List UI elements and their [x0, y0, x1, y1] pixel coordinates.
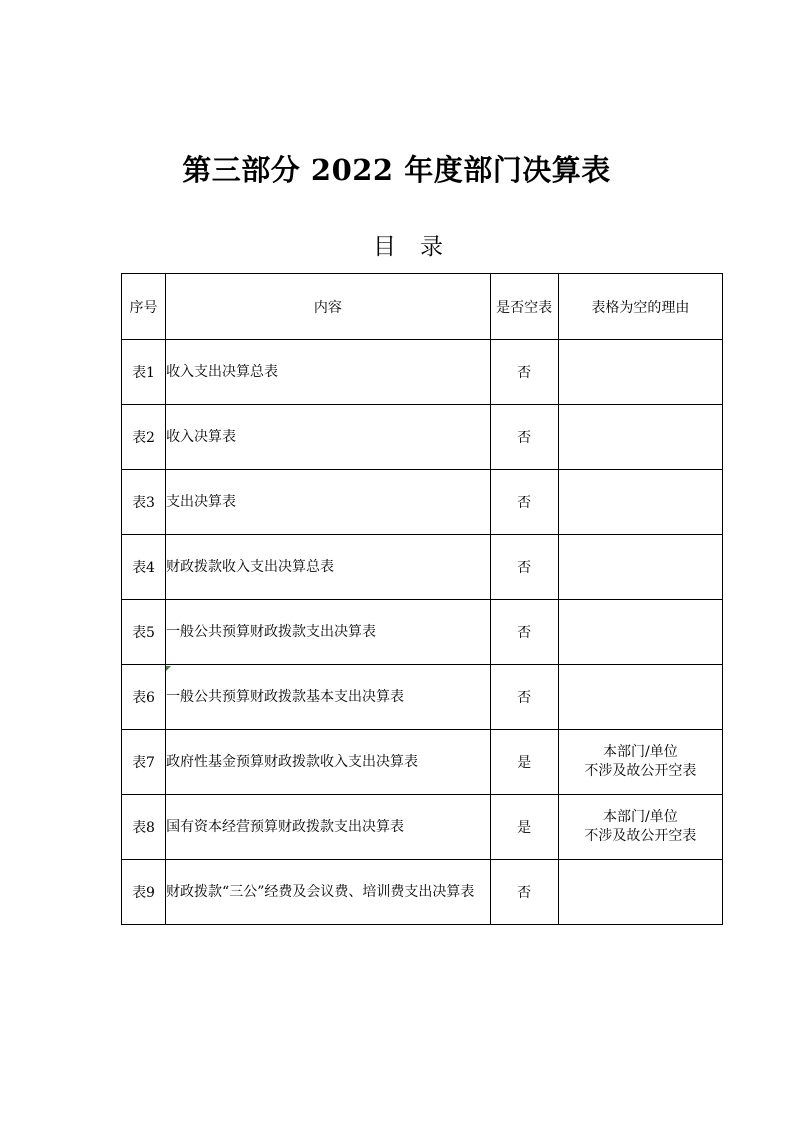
- table-row: [122, 600, 723, 665]
- reason-line: 本部门/单位: [602, 809, 678, 825]
- table-row: [122, 665, 723, 730]
- row-no: 表2: [122, 405, 166, 470]
- row-is-empty: 否: [490, 405, 558, 470]
- reason-line: 本部门/单位: [602, 744, 678, 760]
- row-is-empty: 否: [490, 470, 558, 535]
- row-no: 表3: [122, 470, 166, 535]
- row-no: 表7: [122, 730, 166, 795]
- table-row: [122, 470, 723, 535]
- table-header-row: [122, 274, 723, 340]
- row-reason: [558, 795, 722, 860]
- reason-line: 不涉及故公开空表: [584, 763, 697, 779]
- row-is-empty: 否: [490, 600, 558, 665]
- row-reason: [558, 600, 722, 665]
- header-reason: 表格为空的理由: [558, 274, 722, 340]
- row-no: 表6: [122, 665, 166, 730]
- table-row: [122, 730, 723, 795]
- row-no: 表9: [122, 860, 166, 925]
- row-reason: [558, 860, 722, 925]
- table-row: [122, 535, 723, 600]
- reason-line: 不涉及故公开空表: [584, 828, 697, 844]
- row-reason: [558, 730, 722, 795]
- row-content: 财政拨款收入支出决算总表: [166, 535, 491, 600]
- row-no: 表1: [122, 340, 166, 405]
- row-is-empty: 否: [490, 860, 558, 925]
- row-content: 国有资本经营预算财政拨款支出决算表: [166, 795, 491, 860]
- row-is-empty: 是: [490, 795, 558, 860]
- row-is-empty: 是: [490, 730, 558, 795]
- cell-comment-marker: [166, 666, 171, 671]
- row-content: 收入决算表: [166, 405, 491, 470]
- toc-table: [121, 273, 723, 925]
- row-is-empty: 否: [490, 340, 558, 405]
- header-no: 序号: [122, 274, 166, 340]
- row-reason: [558, 470, 722, 535]
- header-is-empty: 是否空表: [490, 274, 558, 340]
- table-row: [122, 340, 723, 405]
- table-row: [122, 860, 723, 925]
- row-content: 政府性基金预算财政拨款收入支出决算表: [166, 730, 491, 795]
- table-body: [122, 340, 723, 925]
- header-content: 内容: [166, 274, 491, 340]
- row-is-empty: 否: [490, 665, 558, 730]
- row-content: 支出决算表: [166, 470, 491, 535]
- page-title: 第三部分 2022 年度部门决算表: [182, 153, 611, 187]
- row-no: 表8: [122, 795, 166, 860]
- row-content: 收入支出决算总表: [166, 340, 491, 405]
- table-row: [122, 405, 723, 470]
- row-no: 表4: [122, 535, 166, 600]
- row-content: 一般公共预算财政拨款基本支出决算表: [166, 665, 491, 730]
- row-content: 一般公共预算财政拨款支出决算表: [166, 600, 491, 665]
- row-reason: [558, 665, 722, 730]
- toc-title: 目录: [373, 234, 467, 260]
- row-no: 表5: [122, 600, 166, 665]
- row-reason: [558, 340, 722, 405]
- row-content: 财政拨款“三公”经费及会议费、培训费支出决算表: [166, 860, 491, 925]
- row-reason: [558, 405, 722, 470]
- row-reason: [558, 535, 722, 600]
- row-is-empty: 否: [490, 535, 558, 600]
- table-row: [122, 795, 723, 860]
